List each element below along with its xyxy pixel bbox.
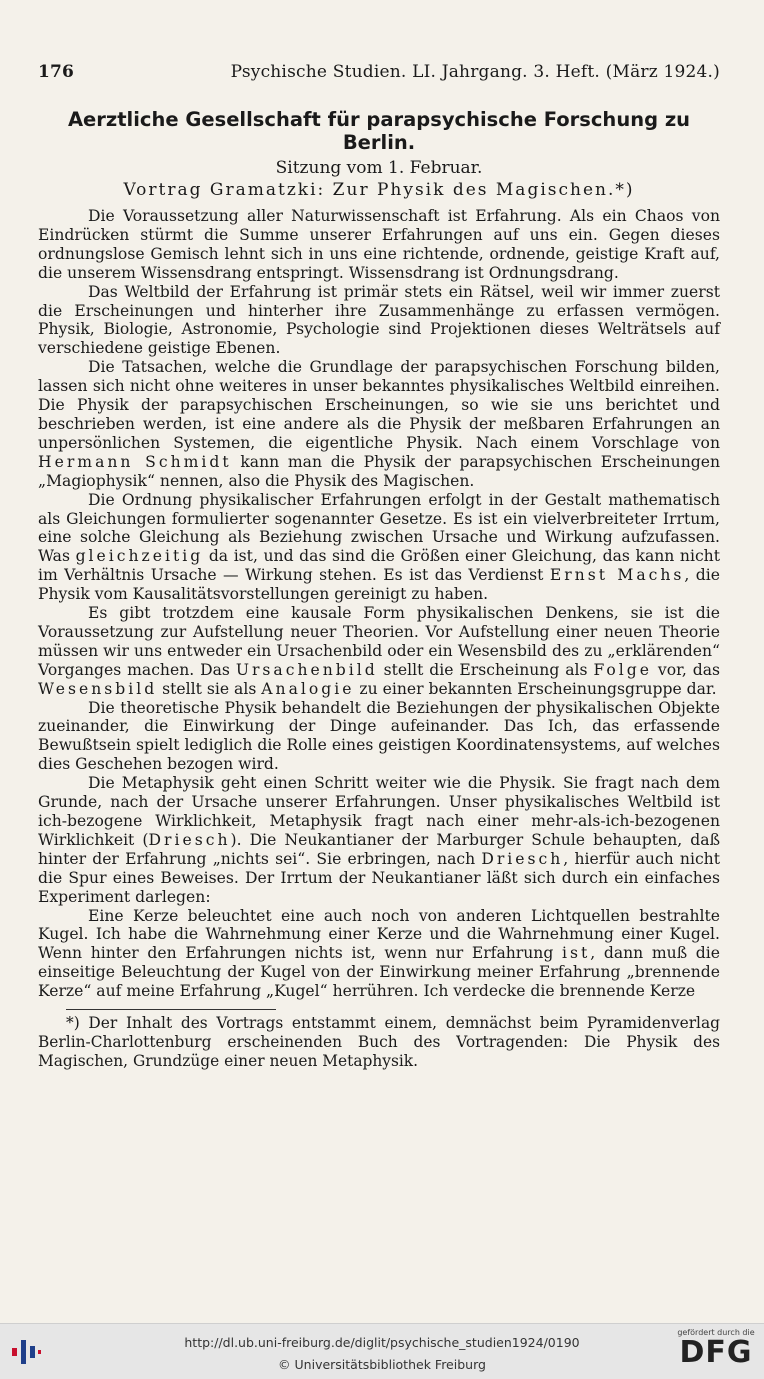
- document-url-link[interactable]: http://dl.ub.uni-freiburg.de/diglit/psychische_studien1924/0190: [184, 1335, 580, 1350]
- paragraph: Die Voraussetzung aller Naturwissenschaft ist Erfahrung. Als ein Chaos von Eindrücken stürmt die Summe unserer Erfahrungen auf uns ein. Gegen dieses ordnungslose Gemisch lehnt sich in uns eine richtende, ordnende, geistige Kraft auf, die unserem Wissensdrang entspringt. Wissensdrang ist Ordnungsdrang.: [38, 207, 720, 282]
- journal-header: Psychische Studien. LI. Jahrgang. 3. Heft. (März 1924.): [230, 62, 720, 82]
- spaced-emphasis: Wesensbild: [38, 679, 158, 698]
- paragraph: Die Tatsachen, welche die Grundlage der parapsychischen Forschung bilden, lassen sich nicht ohne weiteres in unser bekanntes physikalisches Weltbild einreihen. Die Physik der parapsychischen Erscheinungen, so wie sie uns berichtet und beschrieben werden, ist eine andere als die Physik der meßbaren Erfahrungen an unpersönlichen Systemen, die eigentliche Physik. Nach einem Vorschlage von Hermann Schmidt kann man die Physik der parapsychischen Erscheinungen „Magiophysik“ nennen, also die Physik des Magischen.: [38, 358, 721, 490]
- spaced-emphasis: Analogie: [261, 679, 355, 698]
- paragraph: Die Ordnung physikalischer Erfahrungen erfolgt in der Gestalt mathematisch als Gleichungen formulierter sogenannter Gesetze. Es ist ein vielverbreiteter Irrtum, eine solche Gleichung als Beziehung zwischen Ursache und Wirkung aufzufassen. Was gleichzeitig da ist, und das sind die Größen einer Gleichung, das kann nicht im Verhältnis Ursache — Wirkung stehen. Es ist das Verdienst Ernst Machs, die Physik vom Kausalitätsvorstellungen gereinigt zu haben.: [38, 490, 720, 604]
- footnote-text: *) Der Inhalt des Vortrags entstammt einem, demnächst beim Pyramidenverlag Berlin-Charlottenburg erscheinenden Buch des Vortragenden: Die Physik des Magischen, Grundzüge einer neuen Metaphysik.: [38, 1014, 720, 1071]
- funding-note: gefördert durch die: [677, 1328, 755, 1337]
- spaced-name: Driesch: [481, 849, 564, 868]
- footnote-divider: [66, 1009, 276, 1010]
- lecture-title: Vortrag Gramatzki: Zur Physik des Magischen.*): [123, 180, 635, 200]
- paragraph: Das Weltbild der Erfahrung ist primär stets ein Rätsel, weil wir immer zuerst die Erscheinungen und hinterher ihre Zusammenhänge zu erfassen vermögen. Physik, Biologie, Astronomie, Psychologie sind Projektionen dieses Welträtsels auf verschiedene geistige Ebenen.: [38, 282, 720, 358]
- article-title: Aerztliche Gesellschaft für parapsychische Forschung zu Berlin.: [67, 108, 691, 154]
- copyright-notice: © Universitätsbibliothek Freiburg: [278, 1357, 486, 1372]
- dfg-logo: [676, 1328, 756, 1369]
- document-page: [38, 62, 720, 1071]
- article-body: [38, 207, 720, 1001]
- spaced-emphasis: Ursachenbild: [235, 660, 378, 679]
- paragraph: Die theoretische Physik behandelt die Beziehungen der physikalischen Objekte zueinander, die Einwirkung der Dinge aufeinander. Das Ich, das erfassende Bewußtsein spielt lediglich die Rolle eines geistigen Koordinatensystems, auf welches dies Geschehen bezogen wird.: [38, 698, 720, 774]
- viewer-footer-bar: [0, 1323, 764, 1379]
- spaced-name: Hermann Schmidt: [38, 452, 232, 471]
- session-date: Sitzung vom 1. Februar.: [275, 158, 483, 178]
- paragraph: Es gibt trotzdem eine kausale Form physikalischen Denkens, sie ist die Voraussetzung zur Aufstellung neuer Theorien. Vor Aufstellung einer neuen Theorie müssen wir uns entweder ein Ursachenbild oder ein Wesensbild des zu „erklärenden“ Vorganges machen. Das Ursachenbild stellt die Erscheinung als Folge vor, das Wesensbild stellt sie als Analogie zu einer bekannten Erscheinungsgruppe dar.: [38, 604, 720, 698]
- page-number: 176: [38, 62, 75, 82]
- running-head: [38, 62, 720, 92]
- spaced-emphasis: Folge: [593, 660, 652, 679]
- funder-name: DFG: [679, 1335, 753, 1370]
- spaced-name: Ernst Machs: [549, 566, 685, 585]
- spaced-name: Driesch: [148, 830, 231, 849]
- spaced-emphasis: ist: [561, 944, 591, 963]
- spaced-emphasis: gleichzeitig: [75, 547, 204, 566]
- paragraph: Eine Kerze beleuchtet eine auch noch von anderen Lichtquellen bestrahlte Kugel. Ich habe die Wahrnehmung einer Kerze und die Wahrnehmung einer Kugel. Wenn hinter den Erfahrungen nichts ist, wenn nur Erfahrung ist, dann muß die einseitige Beleuchtung der Kugel von der Einwirkung meiner Erfahrung „brennende Kerze“ auf meine Erfahrung „Kugel“ herrühren. Ich verdecke die brennende Kerze: [38, 906, 720, 1001]
- paragraph: Die Metaphysik geht einen Schritt weiter wie die Physik. Sie fragt nach dem Grunde, nach der Ursache unserer Erfahrungen. Unser physikalisches Weltbild ist ich-bezogene Wirklichkeit, Metaphysik fragt nach einer mehr-als-ich-bezogenen Wirklichkeit (Driesch). Die Neukantianer der Marburger Schule behaupten, daß hinter der Erfahrung „nichts sei“. Sie erbringen, nach Driesch, hierfür auch nicht die Spur eines Beweises. Der Irrtum der Neukantianer läßt sich durch ein einfaches Experiment darlegen:: [38, 774, 720, 906]
- footnote: [38, 1014, 720, 1071]
